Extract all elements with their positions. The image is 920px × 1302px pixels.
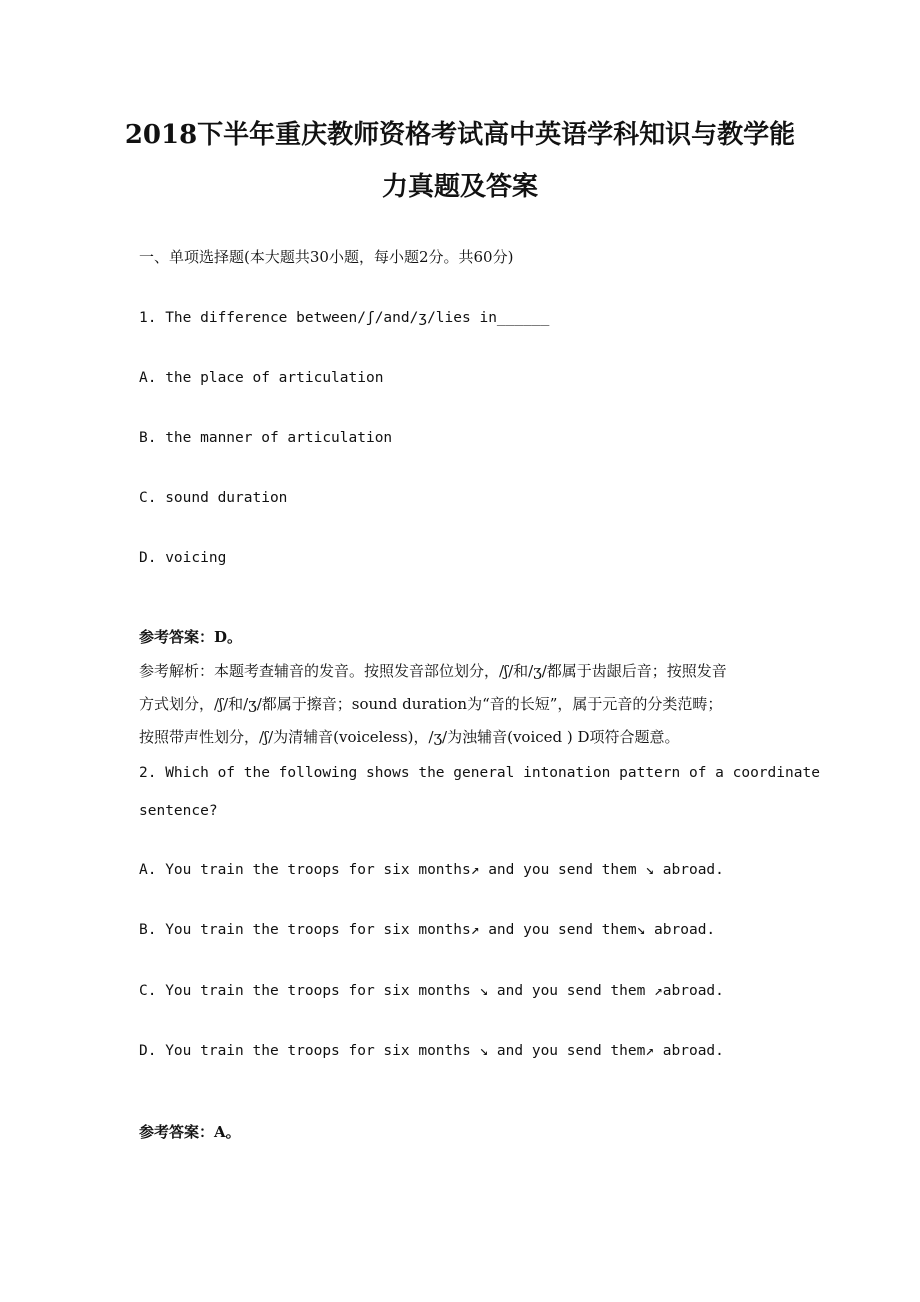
document-title-line-1: 2018下半年重庆教师资格考试高中英语学科知识与教学能: [124, 120, 796, 150]
question-1-analysis-line-2: 方式划分，/ʃ/和/ʒ/都属于擦音；sound duration为“音的长短”，属于元音的分类范畴；: [139, 695, 723, 713]
question-1-analysis-line-3: 按照带声性划分，/ʃ/为清辅音(voiceless)，/ʒ/为浊辅音(voiced ) D项符合题意。: [139, 728, 680, 746]
question-1-analysis-line-1: 参考解析：本题考查辅音的发音。按照发音部位划分，/ʃ/和/ʒ/都属于齿龈后音；按照发音: [139, 662, 727, 680]
document-title-line-2: 力真题及答案: [381, 172, 538, 202]
question-1-option-a: A. the place of articulation: [139, 370, 384, 386]
section-heading: 一、单项选择题(本大题共30小题，每小题2分。共60分): [139, 248, 514, 266]
question-1-option-c: C. sound duration: [139, 490, 288, 506]
question-1-option-b: B. the manner of articulation: [139, 430, 393, 446]
question-2-option-a: A. You train the troops for six months↗ and you send them ↘ abroad.: [139, 862, 724, 878]
question-2-option-c: C. You train the troops for six months ↘ and you send them ↗abroad.: [139, 983, 724, 999]
question-2-stem-line-2: sentence?: [139, 803, 218, 819]
question-2-option-b: B. You train the troops for six months↗ and you send them↘ abroad.: [139, 922, 716, 938]
question-1-answer: 参考答案：D。: [139, 628, 243, 646]
question-1-stem: 1. The difference between/ʃ/and/ʒ/lies in______: [139, 310, 550, 326]
question-2-stem-line-1: 2. Which of the following shows the general intonation pattern of a coordinate: [139, 765, 820, 781]
question-1-option-d: D. voicing: [139, 550, 227, 566]
question-2-answer: 参考答案：A。: [139, 1123, 241, 1141]
question-2-option-d: D. You train the troops for six months ↘ and you send them↗ abroad.: [139, 1043, 724, 1059]
